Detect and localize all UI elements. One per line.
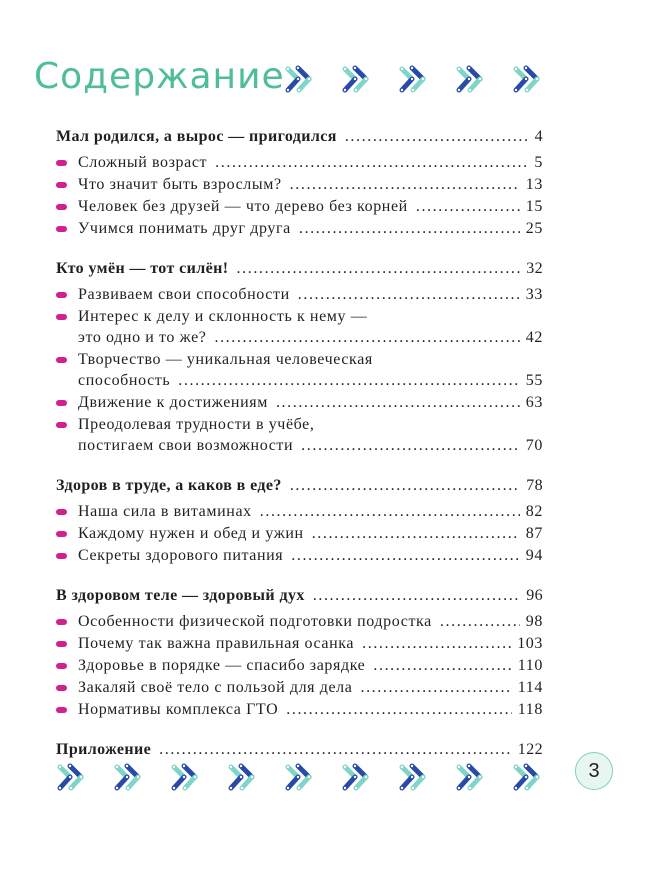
bullet-icon [56, 641, 67, 647]
item-title-line: это одно и то же? [78, 329, 207, 346]
bullet-icon [56, 422, 67, 428]
dot-leader [290, 475, 520, 497]
item-title: Почему так важна правильная осанка [78, 635, 355, 652]
double-chevron-icon [397, 63, 429, 95]
page-number: 87 [525, 525, 543, 542]
double-chevron-icon [454, 761, 486, 793]
bullet-icon [56, 531, 67, 537]
toc-section [56, 475, 543, 567]
toc-section-heading[interactable] [56, 258, 543, 280]
double-chevron-icon [55, 761, 87, 793]
page-number: 110 [517, 657, 543, 674]
page-number: 103 [517, 635, 543, 652]
bullet-icon [56, 182, 67, 188]
dot-leader [362, 633, 511, 655]
page-number: 15 [525, 198, 543, 215]
dot-leader [373, 655, 511, 677]
page-number: 114 [517, 679, 543, 696]
toc-item[interactable] [56, 306, 543, 349]
item-title: Наша сила в витаминах [78, 503, 252, 520]
page-number: 5 [534, 154, 543, 171]
bullet-icon [56, 160, 67, 166]
double-chevron-icon [340, 761, 372, 793]
dot-leader [159, 739, 512, 761]
toc-item[interactable] [56, 501, 543, 523]
dot-leader [416, 196, 520, 218]
toc-section [56, 585, 543, 721]
toc-item[interactable] [56, 523, 543, 545]
header-decoration [283, 63, 568, 95]
page-number: 122 [517, 741, 543, 758]
toc-item[interactable] [56, 284, 543, 306]
dot-leader [313, 585, 520, 607]
double-chevron-icon [112, 761, 144, 793]
item-title-line: Творчество — уникальная человеческая [78, 351, 373, 368]
page-title: Содержание [34, 56, 285, 97]
dot-leader [291, 545, 520, 567]
bullet-icon [56, 204, 67, 210]
dot-leader [301, 435, 520, 457]
page-number: 4 [534, 128, 543, 145]
page-number: 32 [526, 260, 543, 277]
double-chevron-icon [511, 761, 543, 793]
double-chevron-icon [283, 761, 315, 793]
toc-item[interactable] [56, 611, 543, 633]
page-number: 42 [525, 329, 543, 346]
toc-item[interactable] [56, 414, 543, 457]
toc-section [56, 739, 543, 761]
toc-item[interactable] [56, 655, 543, 677]
double-chevron-icon [169, 761, 201, 793]
item-title: Закаляй своё тело с пользой для дела [78, 679, 353, 696]
page-number: 55 [525, 372, 543, 389]
item-title: Нормативы комплекса ГТО [78, 701, 279, 718]
item-title: Движение к достижениям [78, 394, 268, 411]
dot-leader [260, 501, 520, 523]
toc-section-heading[interactable] [56, 475, 543, 497]
toc-section-heading[interactable] [56, 739, 543, 761]
dot-leader [215, 152, 528, 174]
bullet-icon [56, 707, 67, 713]
double-chevron-icon [340, 63, 372, 95]
page-number: 98 [525, 613, 543, 630]
dot-leader [178, 370, 520, 392]
dot-leader [237, 258, 521, 280]
toc-item[interactable] [56, 699, 543, 721]
toc-item[interactable] [56, 392, 543, 414]
toc-item[interactable] [56, 196, 543, 218]
item-title: Развиваем свои способности [78, 286, 290, 303]
item-title: Особенности физической подготовки подростка [78, 613, 432, 630]
toc-section [56, 126, 543, 240]
double-chevron-icon [511, 63, 543, 95]
item-title: Что значит быть взрослым? [78, 176, 282, 193]
toc-section-heading[interactable] [56, 585, 543, 607]
item-title: Секреты здорового питания [78, 547, 284, 564]
bullet-icon [56, 226, 67, 232]
dot-leader [345, 126, 529, 148]
double-chevron-icon [226, 761, 258, 793]
bullet-icon [56, 553, 67, 559]
toc-item[interactable] [56, 218, 543, 240]
item-title: Сложный возраст [78, 154, 208, 171]
bullet-icon [56, 314, 67, 320]
toc-item[interactable] [56, 349, 543, 392]
page-number: 70 [525, 437, 543, 454]
page-number: 33 [525, 286, 543, 303]
item-title-line: постигаем свои возможности [78, 437, 294, 454]
toc-item[interactable] [56, 174, 543, 196]
item-title: Каждому нужен и обед и ужин [78, 525, 304, 542]
dot-leader [290, 174, 520, 196]
item-title-line: Интерес к делу и склонность к нему — [78, 308, 368, 325]
bullet-icon [56, 400, 67, 406]
page-number: 78 [526, 477, 543, 494]
double-chevron-icon [283, 63, 315, 95]
bullet-icon [56, 357, 67, 363]
item-title-line: Преодолевая трудности в учёбе, [78, 416, 315, 433]
bullet-icon [56, 663, 67, 669]
toc-item[interactable] [56, 633, 543, 655]
section-title: Кто умён — тот силён! [56, 260, 229, 277]
toc-section [56, 258, 543, 457]
dot-leader [286, 699, 512, 721]
page-number: 13 [525, 176, 543, 193]
dot-leader [214, 327, 519, 349]
dot-leader [312, 523, 520, 545]
footer-decoration [55, 761, 568, 793]
bullet-icon [56, 619, 67, 625]
dot-leader [299, 218, 520, 240]
page-number-badge: 3 [575, 752, 613, 790]
bullet-icon [56, 292, 67, 298]
toc-section-heading[interactable] [56, 126, 543, 148]
section-title: Мал родился, а вырос — пригодился [56, 128, 337, 145]
section-title: Приложение [56, 741, 152, 758]
dot-leader [298, 284, 520, 306]
page-number: 82 [525, 503, 543, 520]
item-title-line: способность [78, 372, 171, 389]
page-number: 63 [525, 394, 543, 411]
item-title: Здоровье в порядке — спасибо зарядке [78, 657, 366, 674]
double-chevron-icon [454, 63, 486, 95]
toc-item[interactable] [56, 152, 543, 174]
bullet-icon [56, 509, 67, 515]
dot-leader [276, 392, 520, 414]
toc-item[interactable] [56, 677, 543, 699]
section-title: В здоровом теле — здоровый дух [56, 587, 305, 604]
page-number: 96 [526, 587, 543, 604]
page-number: 118 [517, 701, 543, 718]
dot-leader [360, 677, 511, 699]
item-title: Учимся понимать друг друга [78, 220, 291, 237]
page-number: 25 [525, 220, 543, 237]
page-number: 94 [525, 547, 543, 564]
double-chevron-icon [397, 761, 429, 793]
table-of-contents [56, 126, 543, 779]
dot-leader [440, 611, 520, 633]
toc-item[interactable] [56, 545, 543, 567]
bullet-icon [56, 685, 67, 691]
item-title: Человек без друзей — что дерево без корней [78, 198, 408, 215]
section-title: Здоров в труде, а каков в еде? [56, 477, 282, 494]
